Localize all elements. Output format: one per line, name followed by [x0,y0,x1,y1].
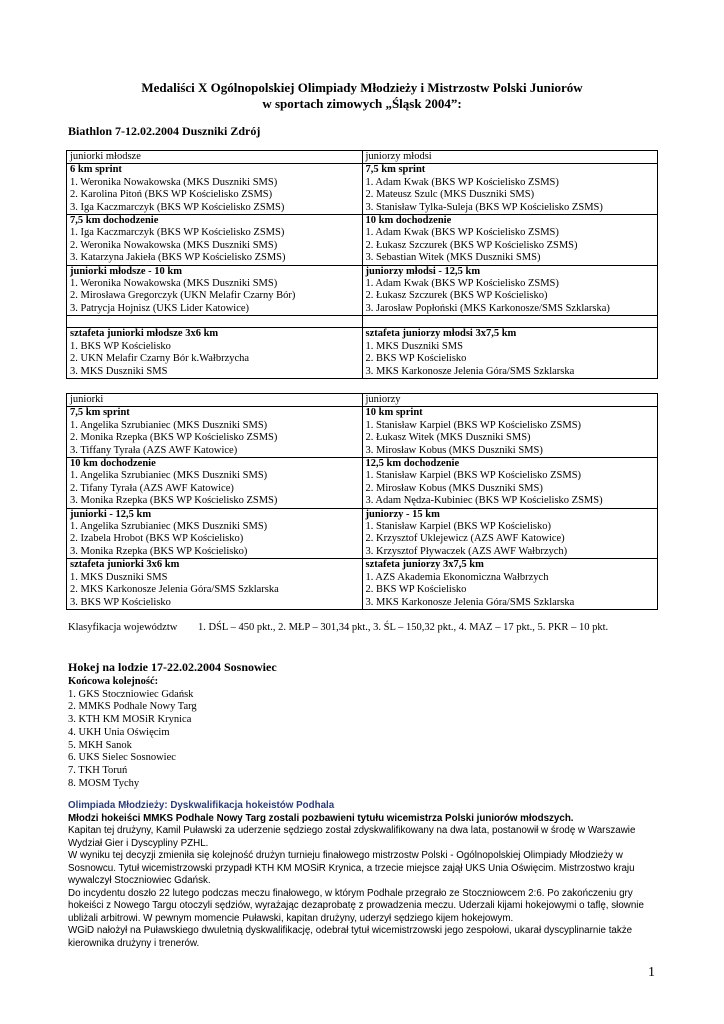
event-title: juniorzy młodsi - 12,5 km [365,265,481,277]
event-title: sztafeta juniorki młodsze 3x6 km [70,328,219,340]
news-paragraph: WGiD nałożył na Puławskiego dwuletnią dyskwalifikację, odebrał tytuł wicemistrzowski jego zespołowi, ukarał dyscyplinarnie także kierownika drużyny i trenerów. [68,925,633,949]
result-item: 3. MKS Karkonosze Jelenia Góra/SMS Szklarska [365,365,575,377]
event-title: 7,5 km sprint [365,164,426,176]
result-item: 1. Angelika Szrubianiec (MKS Duszniki SMS) [70,470,268,482]
table-header-cell: juniorki młodsze [67,151,363,164]
table-row [67,508,658,559]
result-cell [362,407,658,458]
result-item: 2. UKN Melafir Czarny Bór k.Wałbrzycha [70,353,250,365]
result-item: 3. Iga Kaczmarczyk (BKS WP Kościelisko ZSMS) [70,201,285,213]
biathlon-junior-younger-table [66,150,658,379]
event-title: sztafeta juniorki 3x6 km [70,559,180,571]
result-item: 3. Mirosław Kobus (MKS Duszniki SMS) [365,444,543,456]
standings-item: 2. MMKS Podhale Nowy Targ [68,701,197,713]
result-cell [67,458,363,509]
standings-item: 5. MKH Sanok [68,739,132,751]
result-cell [362,164,658,215]
table-row [67,559,658,610]
news-title: Olimpiada Młodzieży: Dyskwalifikacja hokeistów Podhala [68,800,335,811]
result-cell [362,458,658,509]
voivodeship-classification [68,622,608,633]
result-cell [67,265,363,316]
result-item: 1. Stanisław Karpiel (BKS WP Kościelisko ZSMS) [365,470,582,482]
result-item: 2. Tifany Tyrała (AZS AWF Katowice) [70,482,234,494]
event-title: juniorki młodsze - 10 km [70,265,183,277]
result-item: 2. Monika Rzepka (BKS WP Kościelisko ZSMS) [70,432,278,444]
news-lead: Młodzi hokeiści MMKS Podhale Nowy Targ zostali pozbawieni tytułu wicemistrza Polski juniorów młodszych. [68,812,574,824]
result-item: 2. MKS Karkonosze Jelenia Góra/SMS Szklarska [70,584,279,596]
result-item: 3. Adam Nędza-Kubiniec (BKS WP Kościelisko ZSMS) [365,495,603,507]
hockey-standings [68,676,197,790]
result-item: 3. Tiffany Tyrała (AZS AWF Katowice) [70,444,238,456]
standings-item: 8. MOSM Tychy [68,777,140,789]
result-item: 1. Iga Kaczmarczyk (BKS WP Kościelisko ZSMS) [70,227,285,239]
result-item: 1. BKS WP Kościelisko [70,340,171,352]
result-item: 1. Stanisław Karpiel (BKS WP Kościelisko ZSMS) [365,419,582,431]
news-paragraph: W wyniku tej decyzji zmieniła się kolejność drużyn turnieju finałowego mistrzostw Polski - Ogólnopolskiej Olimpiady Młodzieży w Sosnowcu. Tytuł wicemistrzowski przypadł KTH KM MOSiR Krynica, a trzecie miejsce zajął UKS Unia Oświęcim. Mistrzostwo kraju wywalczył Stoczniowiec Gdańsk. [68,850,635,886]
result-item: 2. Łukasz Witek (MKS Duszniki SMS) [365,432,531,444]
result-cell [362,265,658,316]
biathlon-junior-table [66,393,658,610]
standings-item: 1. GKS Stoczniowiec Gdańsk [68,688,194,700]
result-item: 1. Weronika Nowakowska (MKS Duszniki SMS) [70,176,278,188]
event-title: 7,5 km sprint [70,407,130,419]
result-item: 2. Łukasz Szczurek (BKS WP Kościelisko) [365,290,548,302]
result-item: 2. Karolina Pitoń (BKS WP Kościelisko ZSMS) [70,189,273,201]
result-item: 3. Katarzyna Jakieła (BKS WP Kościelisko ZSMS) [70,252,286,264]
result-item: 2. Krzysztof Uklejewicz (AZS AWF Katowice) [365,533,565,545]
standings-item: 4. UKH Unia Oświęcim [68,726,170,738]
result-item: 3. Monika Rzepka (BKS WP Kościelisko) [70,545,248,557]
table-row [67,458,658,509]
result-item: 3. Monika Rzepka (BKS WP Kościelisko ZSMS) [70,495,278,507]
standings-item: 3. KTH KM MOSiR Krynica [68,714,192,726]
table-row [67,407,658,458]
result-item: 3. Patrycja Hojnisz (UKS Lider Katowice) [70,302,250,314]
result-cell [362,508,658,559]
table-row [67,328,658,379]
event-title: 10 km dochodzenie [70,458,156,470]
classification-value: 1. DŚL – 450 pkt., 2. MŁP – 301,34 pkt., 3. ŚL – 150,32 pkt., 4. MAZ – 17 pkt., 5. PKR – 10 pkt. [198,622,609,633]
result-cell [67,559,363,610]
spacer-cell [67,316,363,328]
biathlon-heading: Biathlon 7-12.02.2004 Duszniki Zdrój [68,124,261,138]
document-title-line-1: Medaliści X Ogólnopolskiej Olimpiady Młodzieży i Mistrzostw Polski Juniorów [141,80,583,95]
result-item: 1. Adam Kwak (BKS WP Kościelisko ZSMS) [365,176,559,188]
result-cell [362,328,658,379]
table-header-cell: juniorzy młodsi [362,151,658,164]
result-item: 1. Adam Kwak (BKS WP Kościelisko ZSMS) [365,278,559,290]
result-item: 2. Izabela Hrobot (BKS WP Kościelisko) [70,533,244,545]
result-item: 1. MKS Duszniki SMS [70,571,168,583]
result-item: 3. Jarosław Popłoński (MKS Karkonosze/SMS Szklarska) [365,302,610,314]
table-header-cell: juniorzy [362,394,658,407]
result-item: 1. Stanisław Karpiel (BKS WP Kościelisko) [365,521,551,533]
table-spacer-row [67,316,658,328]
result-cell [67,215,363,266]
news-paragraph: Kapitan tej drużyny, Kamil Puławski za uderzenie sędziego został zdyskwalifikowany na dwa lata, postanowił w środę w Warszawie Wydział Gier i Dyscypliny PZHL. [68,825,636,849]
result-item: 1. Adam Kwak (BKS WP Kościelisko ZSMS) [365,227,559,239]
standings-item: 7. TKH Toruń [68,764,128,776]
result-item: 2. Mirosława Gregorczyk (UKN Melafir Czarny Bór) [70,290,296,302]
standings-subheading: Końcowa kolejność: [68,676,159,687]
table-header-row [67,151,658,164]
table-row [67,215,658,266]
result-item: 3. MKS Duszniki SMS [70,365,168,377]
spacer-cell [362,316,658,328]
event-title: 10 km dochodzenie [365,215,452,227]
event-title: 10 km sprint [365,407,423,419]
result-cell [67,508,363,559]
result-item: 1. Weronika Nowakowska (MKS Duszniki SMS) [70,278,278,290]
hockey-heading: Hokej na lodzie 17-22.02.2004 Sosnowiec [68,660,277,674]
table-row [67,265,658,316]
result-item: 1. Angelika Szrubianiec (MKS Duszniki SMS) [70,521,268,533]
result-item: 1. Angelika Szrubianiec (MKS Duszniki SMS) [70,419,268,431]
event-title: sztafeta juniorzy 3x7,5 km [365,559,484,571]
document-title [0,80,724,112]
result-cell [67,328,363,379]
result-cell [362,215,658,266]
result-item: 1. AZS Akademia Ekonomiczna Wałbrzych [365,571,549,583]
classification-label: Klasyfikacja województw [68,622,178,633]
event-title: 12,5 km dochodzenie [365,458,460,470]
result-item: 1. MKS Duszniki SMS [365,340,463,352]
result-item: 3. Sebastian Witek (MKS Duszniki SMS) [365,252,541,264]
result-item: 2. Weronika Nowakowska (MKS Duszniki SMS) [70,239,278,251]
result-cell [67,407,363,458]
result-item: 2. Mirosław Kobus (MKS Duszniki SMS) [365,482,543,494]
result-item: 3. BKS WP Kościelisko [70,596,171,608]
result-item: 3. Krzysztof Pływaczek (AZS AWF Wałbrzych) [365,545,568,557]
result-item: 2. BKS WP Kościelisko [365,584,467,596]
result-item: 3. MKS Karkonosze Jelenia Góra/SMS Szklarska [365,596,575,608]
result-item: 2. Mateusz Szulc (MKS Duszniki SMS) [365,189,535,201]
standings-item: 6. UKS Sielec Sosnowiec [68,752,176,764]
event-title: 7,5 km dochodzenie [70,215,159,227]
event-title: sztafeta juniorzy młodsi 3x7,5 km [365,328,517,340]
table-row [67,164,658,215]
table-header-cell: juniorki [67,394,363,407]
news-article [68,800,658,950]
result-cell [362,559,658,610]
news-paragraph: Do incydentu doszło 22 lutego podczas meczu finałowego, w którym Podhale przegrało ze Stoczniowcem 2:6. Po zakończeniu gry hokeiści z Nowego Targu otoczyli sędziów, wyrażając dezaprobatę z prowadzenia meczu. Uderzali kijami hokejowymi o taflę, słownie ubliżali arbitrowi. W pewnym momencie Puławski, kapitan drużyny, uderzył sędziego kijem hokejowym. [68,887,644,924]
event-title: juniorzy - 15 km [365,508,440,520]
result-item: 2. BKS WP Kościelisko [365,353,467,365]
event-title: 6 km sprint [70,164,122,176]
table-header-row [67,394,658,407]
document-title-line-2: w sportach zimowych „Śląsk 2004”: [262,96,462,111]
result-item: 2. Łukasz Szczurek (BKS WP Kościelisko ZSMS) [365,239,578,251]
page-number: 1 [648,965,655,980]
event-title: juniorki - 12,5 km [70,508,152,520]
result-cell [67,164,363,215]
result-item: 3. Stanisław Tylka-Suleja (BKS WP Kościelisko ZSMS) [365,201,603,213]
